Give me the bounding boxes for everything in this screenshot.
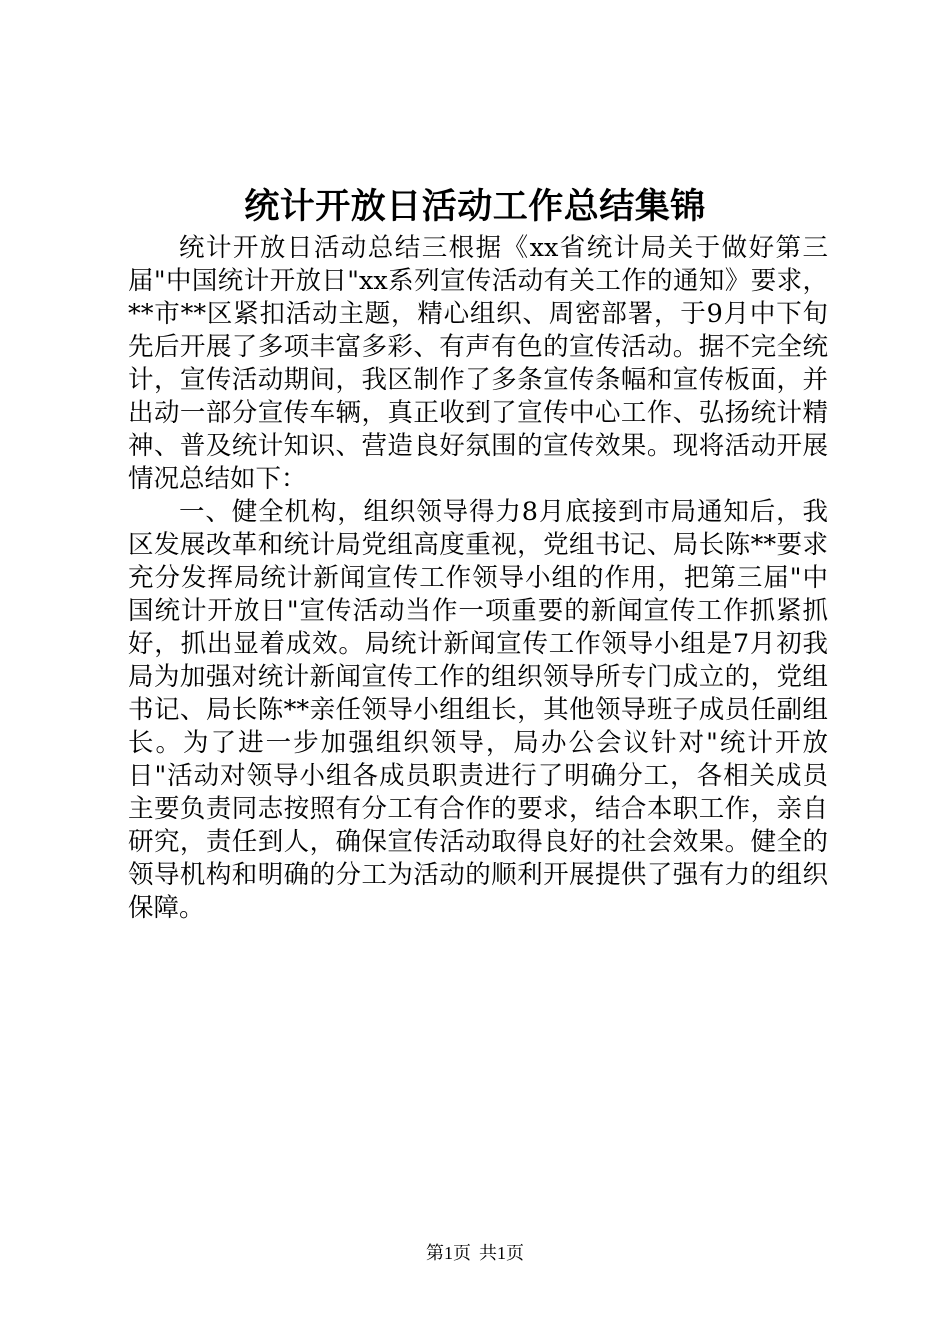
page-number-current: 第1页 xyxy=(426,1243,471,1263)
page-footer xyxy=(0,1240,950,1266)
paragraph-intro: 统计开放日活动总结三根据《xx省统计局关于做好第三届"中国统计开放日"xx系列宣传活动有关工作的通知》要求，**市**区紧扣活动主题，精心组织、周密部署，于9月中下旬先后开展了多项丰富多彩、有声有色的宣传活动。据不完全统计，宣传活动期间，我区制作了多条宣传条幅和宣传板面，并出动一部分宣传车辆，真正收到了宣传中心工作、弘扬统计精神、普及统计知识、营造良好氛围的宣传效果。现将活动开展情况总结如下： xyxy=(128,233,828,494)
document-title: 统计开放日活动工作总结集锦 xyxy=(244,186,706,227)
page-number-total: 共1页 xyxy=(479,1243,524,1263)
paragraph-section-one: 一、健全机构，组织领导得力8月底接到市局通知后，我区发展改革和统计局党组高度重视，党组书记、局长陈**要求充分发挥局统计新闻宣传工作领导小组的作用，把第三届"中国统计开放日"宣传活动当作一项重要的新闻宣传工作抓紧抓好，抓出显着成效。局统计新闻宣传工作领导小组是7月初我局为加强对统计新闻宣传工作的组织领导所专门成立的，党组书记、局长陈**亲任领导小组组长，其他领导班子成员任副组长。为了进一步加强组织领导，局办公会议针对"统计开放日"活动对领导小组各成员职责进行了明确分工，各相关成员主要负责同志按照有分工有合作的要求，结合本职工作，亲自研究，责任到人，确保宣传活动取得良好的社会效果。健全的领导机构和明确的分工为活动的顺利开展提供了强有力的组织保障。 xyxy=(128,497,828,923)
document-body xyxy=(128,232,828,925)
